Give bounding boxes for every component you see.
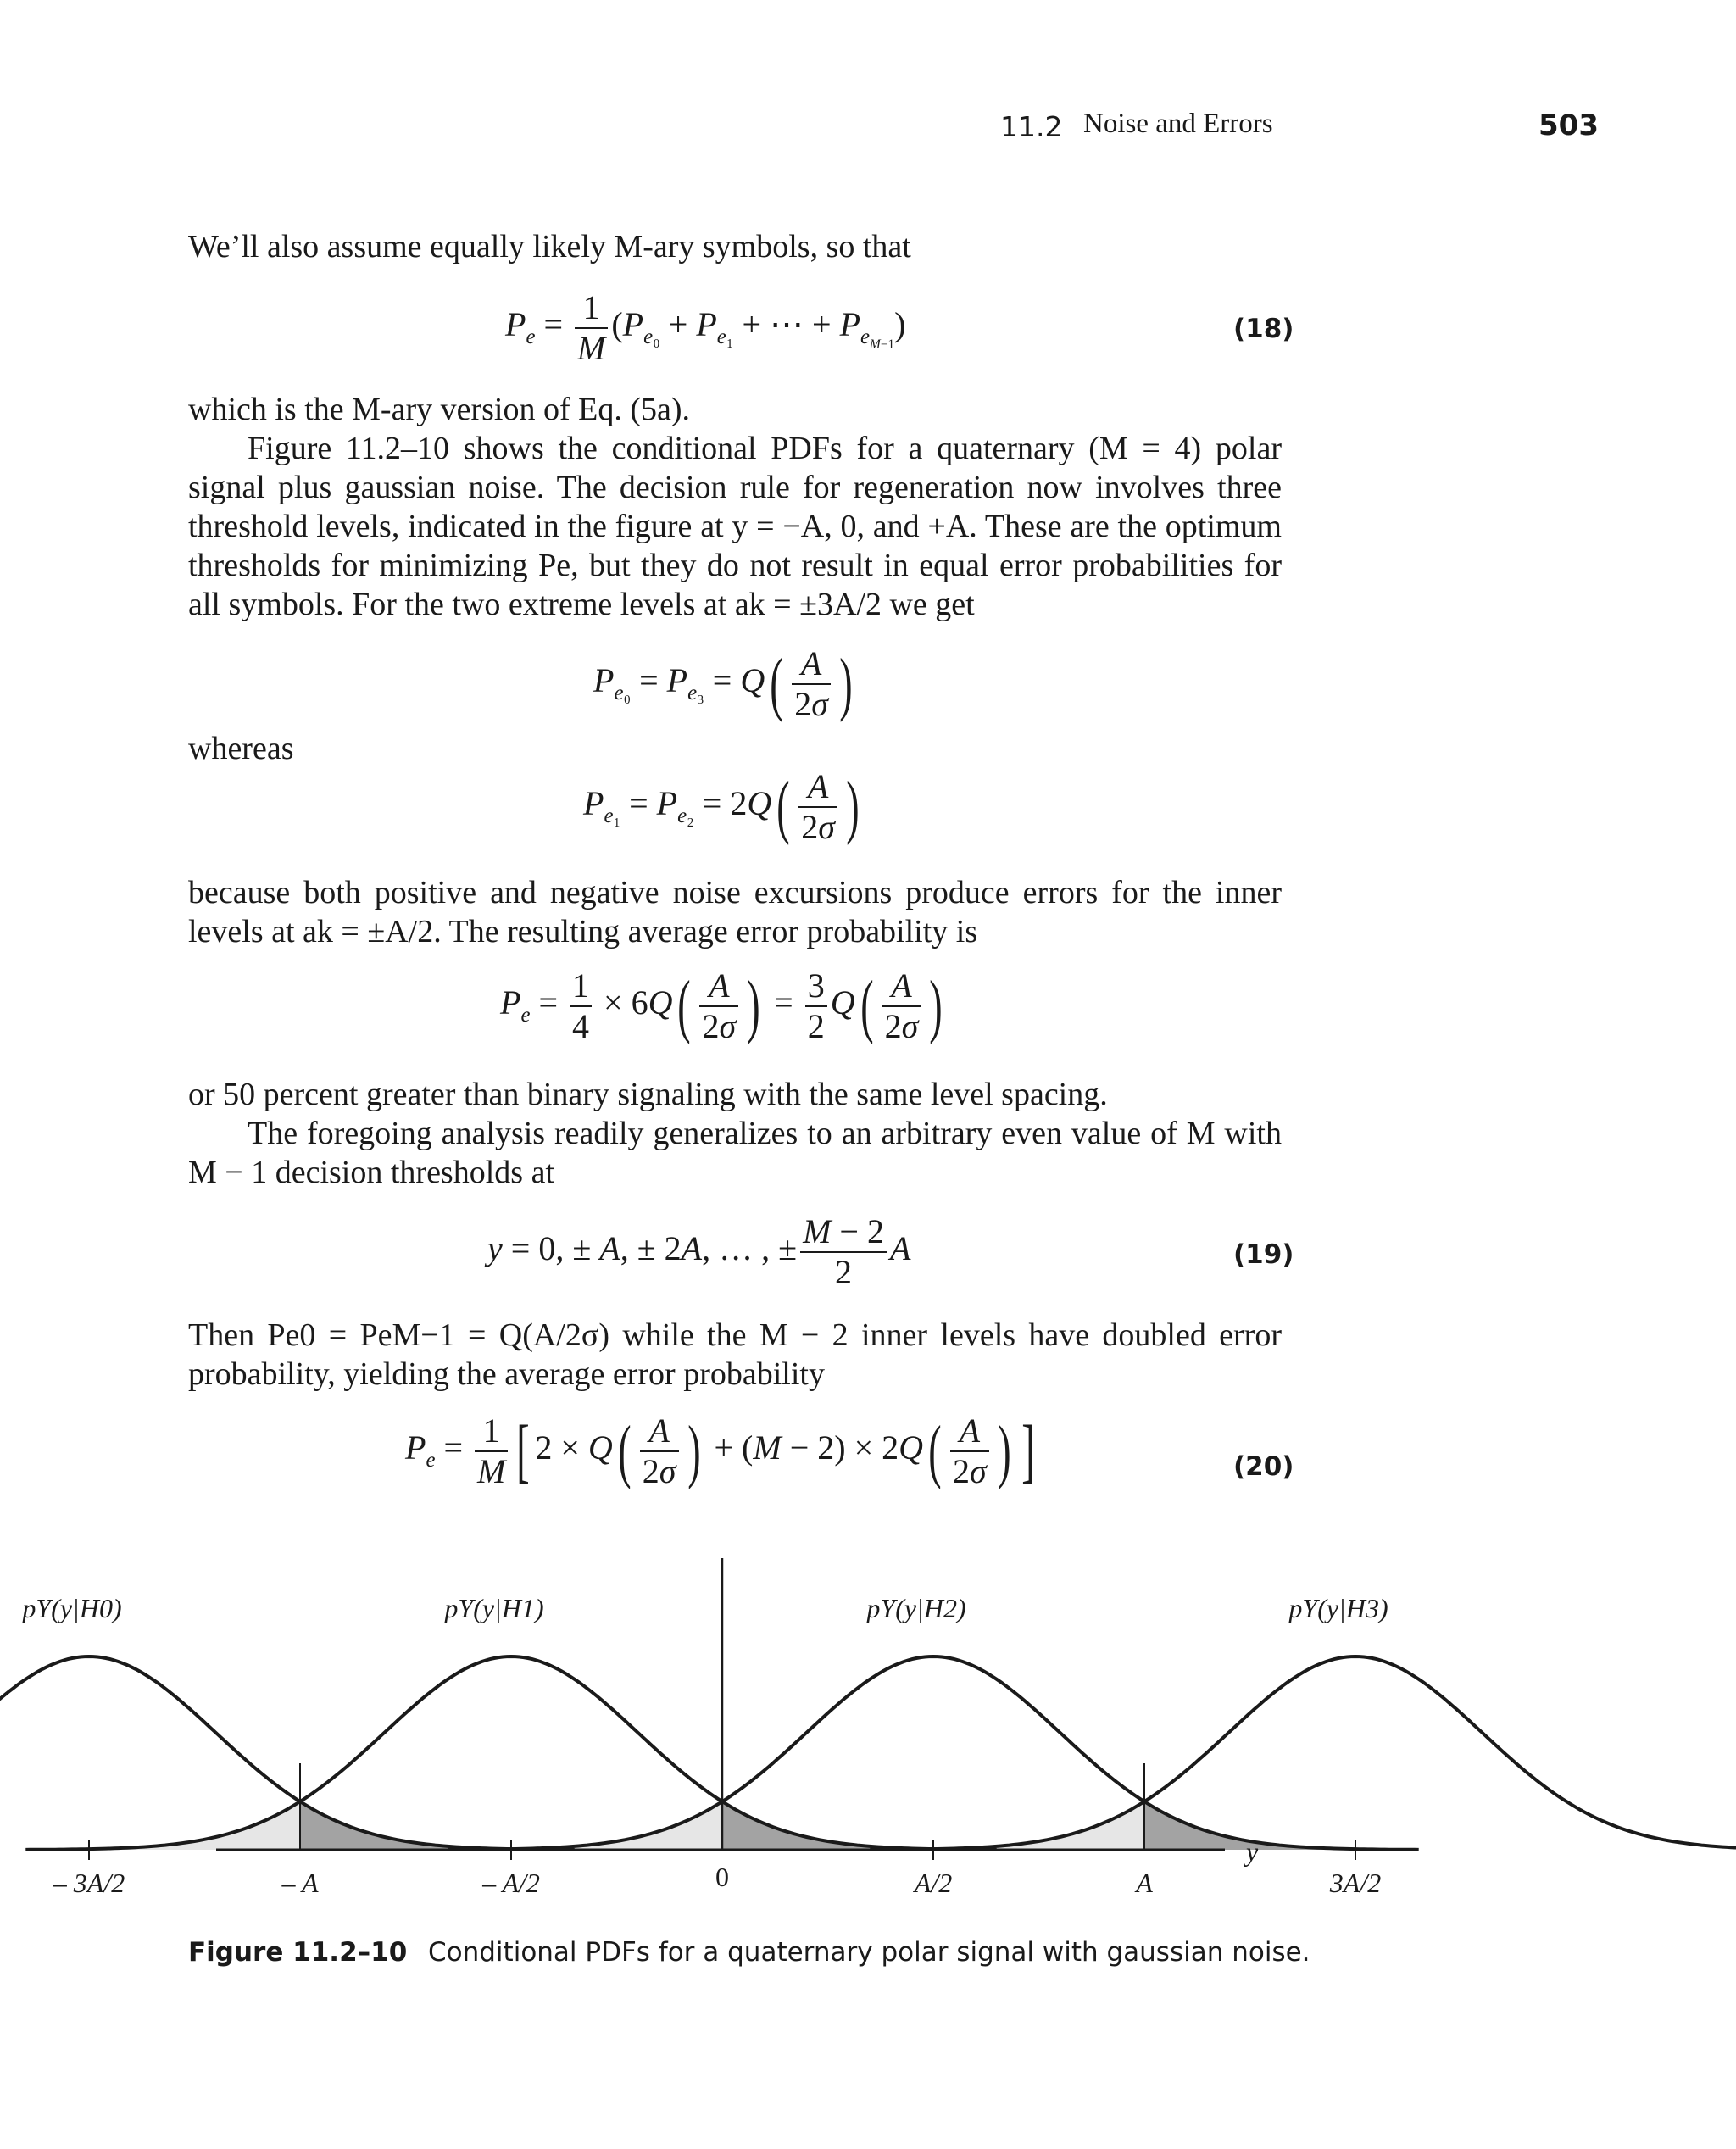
paragraph-3-text: Figure 11.2–10 shows the conditional PDFs for a quaternary (M = 4) polar signal plus gaussian noise. The decision rule for regeneration now involves three threshold levels, indicated in the figure at y = −A, 0, and +A. These are the optimum thresholds for minimizing Pe, but they do not result in equal error probabilities for all symbols. For the two extreme levels at ak = ±3A/2 we get xyxy=(188,431,1282,622)
equation-inner-levels: $P_{e_1} = P_{e_2} = 2Q$( $\frac{A}{2\sigma}$ ) xyxy=(583,767,860,846)
equation-19: y = 0, ± A, ± 2A, … , ± $\frac{M - 2}{2}$ A xyxy=(487,1212,911,1291)
tick-label-5: 3A/2 xyxy=(1329,1868,1382,1898)
figure-caption xyxy=(188,1937,407,1968)
paragraph-5-text: because both positive and negative noise excursions produce errors for the inner levels at ak = ±A/2. The resulting average error probability is xyxy=(188,875,1282,949)
axis-label-y: y xyxy=(1246,1836,1259,1867)
equation-average-pe: $P_e$ = $\frac{1}{4}$ × 6Q( $\frac{A}{2\sigma}$ ) = $\frac{3}{2}$ Q( $\frac{A}{2\sigma}$ ) xyxy=(500,966,943,1045)
equation-18: $P_e$ = $\frac{1}{M}$ ($P_{e_0} + P_{e_1}$ + ⋯ + $P_{e_{M-1}}$) xyxy=(505,288,906,367)
paragraph-4-text: whereas xyxy=(188,731,294,766)
equation-20-number: (20) xyxy=(1233,1451,1294,1482)
equation-19-number: (19) xyxy=(1233,1239,1294,1270)
paragraph-6-text: or 50 percent greater than binary signaling with the same level spacing. xyxy=(188,1077,1108,1112)
paragraph-7-text: The foregoing analysis readily generalizes to an arbitrary even value of M with M − 1 decision thresholds at xyxy=(188,1116,1282,1190)
paragraph-1-text: We’ll also assume equally likely M-ary symbols, so that xyxy=(188,229,911,264)
pdf-curve-2 xyxy=(448,1656,1418,1850)
tick-label-4: A xyxy=(1136,1868,1153,1898)
curve-label-1: pY(y|H1) xyxy=(444,1593,544,1623)
tick-label-0: – 3A/2 xyxy=(53,1868,125,1898)
curve-label-3: pY(y|H3) xyxy=(1288,1593,1388,1623)
pdf-curve-3 xyxy=(870,1656,1736,1850)
tick-label-3: A/2 xyxy=(914,1868,953,1898)
equation-extreme-levels: $P_{e_0} = P_{e_3} = Q$( $\frac{A}{2\sigma}$ ) xyxy=(593,644,853,723)
tick-label-1: – A xyxy=(281,1868,319,1898)
equation-20: $P_e$ = $\frac{1}{M}$ [ 2 × Q( $\frac{A}{2\sigma}$ ) + (M − 2) × 2Q( $\frac{A}{2\sigma}$ ) ] xyxy=(405,1411,1035,1490)
pdf-curve-1 xyxy=(25,1656,996,1850)
figure-caption-text: Conditional PDFs for a quaternary polar signal with gaussian noise. xyxy=(428,1937,1310,1968)
paragraph-2-text: which is the M-ary version of Eq. (5a). xyxy=(188,392,691,427)
figure-label: Figure 11.2–10 xyxy=(188,1937,408,1968)
section-number: 11.2 xyxy=(1000,110,1063,143)
paragraph-8-text: Then Pe0 = PeM−1 = Q(A/2σ) while the M − 2 inner levels have doubled error probability, yielding the average error probability xyxy=(188,1317,1282,1392)
page-number: 503 xyxy=(1538,109,1599,142)
curve-label-0: pY(y|H0) xyxy=(22,1593,122,1623)
equation-18-number: (18) xyxy=(1233,314,1294,344)
running-head-title: Noise and Errors xyxy=(1083,109,1273,139)
tick-label-2: – A/2 xyxy=(482,1868,540,1898)
figure-labels xyxy=(20,1593,1388,1898)
curve-label-2: pY(y|H2) xyxy=(866,1593,966,1623)
pdf-curves xyxy=(0,1656,1736,1850)
origin-label: 0 xyxy=(715,1862,729,1892)
